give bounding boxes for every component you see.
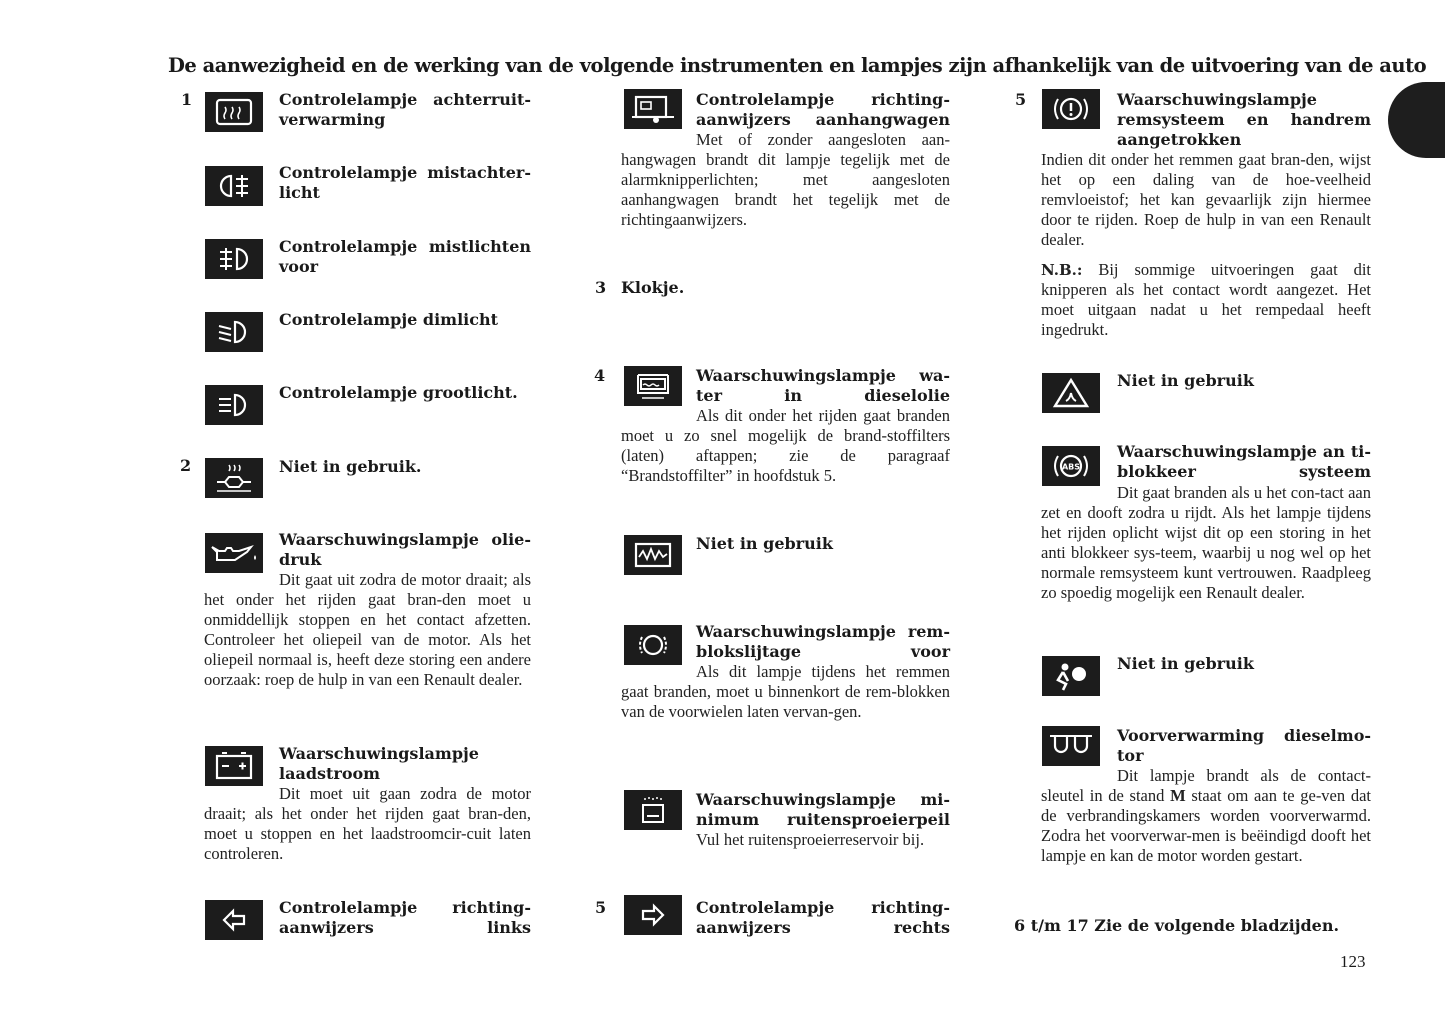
svg-text:ABS: ABS	[1061, 462, 1081, 472]
battery-icon	[205, 746, 263, 786]
brake-pad-wear-description: Als dit lampje tijdens het remmen gaat branden, moet u binnenkort de rem-blokken van de voorwielen laten vervan-gen.	[621, 662, 950, 721]
chapter-tab	[1388, 82, 1445, 158]
main-beam-icon	[205, 385, 263, 425]
clock-title: Klokje.	[621, 278, 685, 297]
front-fog-light-title: Controlelampje mistlichten voor	[279, 237, 531, 276]
left-indicator-title: Controlelampje richting-aanwijzers links	[279, 898, 531, 937]
dipped-beam-icon	[205, 312, 263, 352]
brake-warning-icon	[1042, 89, 1100, 129]
main-beam-title: Controlelampje grootlicht.	[279, 383, 518, 402]
exhaust-heat-icon	[205, 458, 263, 498]
item-number-3: 3	[595, 278, 607, 297]
brake-warning-description: Indien dit onder het remmen gaat bran-den, wijst het op een daling van de hoe-veelheid remvloeistof; het kan gevaarlijk zijn hiermee door te rijden. Roep de hulp in van een Renault dealer.	[1041, 150, 1371, 249]
item-number-4: 4	[594, 366, 606, 385]
exhaust-heat-title: Niet in gebruik.	[279, 457, 422, 476]
rear-fog-light-icon	[205, 166, 263, 206]
page-number: 123	[1340, 952, 1366, 971]
warning-triangle-icon	[1042, 373, 1100, 413]
airbag-title: Niet in gebruik	[1117, 654, 1254, 673]
abs-title: Waarschuwingslampje an ti-blokkeer systeem	[1117, 442, 1371, 481]
glow-plug-title: Voorverwarming dieselmo-tor	[1117, 726, 1371, 765]
oil-pressure-icon	[205, 533, 263, 573]
note-text: Bij sommige uitvoeringen gaat dit knipperen als het contact wordt aangezet. Het moet uitgaan nadat u het rempedaal heeft ingedrukt.	[1041, 260, 1371, 339]
waveform-title: Niet in gebruik	[696, 534, 833, 553]
trailer-indicator-description: Met of zonder aangesloten aan-hangwagen brandt dit lampje tegelijk met de alarmknipperlichten; met aangesloten aanhangwagen brandt het tegelijk met de richtingaanwijzers.	[621, 130, 950, 229]
battery-description: Dit moet uit gaan zodra de motor draait; als het onder het rijden gaat bran-den, moet u stoppen en het laadstroomcir-cuit laten controleren.	[204, 784, 531, 863]
trailer-icon	[624, 89, 682, 129]
airbag-icon	[1042, 656, 1100, 696]
glow-plug-text-2: staat om aan te ge-ven dat de verbrandingskamers worden voorverwarmd. Zodra het voorverwar-men is beëindigd dooft het lampje en kan de motor worden gestart.	[1041, 786, 1371, 865]
abs-description: Dit gaat branden als u het con-tact aan zet en dooft zodra u rijdt. Als het lampje tijdens het rijden oplicht wijst dit op een storing in het anti blokkeer sys-teem, waarbij u nog wel op het normale remsysteem kunt vertrouwen. Raadpleeg zo spoedig mogelijk een Renault dealer.	[1041, 483, 1371, 602]
rear-window-heater-icon	[205, 92, 263, 132]
oil-pressure-description: Dit gaat uit zodra de motor draait; als het onder het rijden gaat bran-den moet u onmiddellijk stoppen en het contact afzetten. Controleer het oliepeil van de motor. Als het oliepeil normaal is, heeft deze storing een andere oorzaak: roep de hulp in van een Renault dealer.	[204, 570, 531, 689]
item-number-2: 2	[180, 456, 192, 475]
washer-fluid-description: Vul het ruitensproeierreservoir bij.	[696, 830, 925, 849]
footer-note: 6 t/m 17 Zie de volgende bladzijden.	[1014, 916, 1340, 935]
glow-plug-text-1: Dit lampje brandt als de contact-sleutel in de stand	[1041, 766, 1371, 805]
water-in-diesel-title: Waarschuwingslampje wa-ter in dieselolie	[696, 366, 950, 405]
oil-pressure-title: Waarschuwingslampje olie-druk	[279, 530, 531, 569]
note-label: N.B.:	[1041, 261, 1083, 279]
water-in-diesel-icon	[624, 366, 682, 406]
glow-plug-description	[1041, 766, 1371, 866]
right-indicator-title: Controlelampje richting-aanwijzers rechts	[696, 898, 950, 937]
front-fog-light-icon	[205, 239, 263, 279]
trailer-indicator-title: Controlelampje richting-aanwijzers aanhangwagen	[696, 90, 950, 129]
brake-warning-note	[1041, 260, 1371, 340]
washer-fluid-title: Waarschuwingslampje mi-nimum ruitensproeierpeil	[696, 790, 950, 829]
key-position-m: M	[1170, 786, 1186, 805]
dipped-beam-title: Controlelampje dimlicht	[279, 310, 499, 329]
left-arrow-icon	[205, 900, 263, 940]
brake-pad-wear-title: Waarschuwingslampje rem-blokslijtage voor	[696, 622, 950, 661]
warning-triangle-title: Niet in gebruik	[1117, 371, 1254, 390]
washer-fluid-icon	[624, 790, 682, 830]
abs-icon	[1042, 446, 1100, 486]
page-heading: De aanwezigheid en de werking van de volgende instrumenten en lampjes zijn afhankelijk van de uitvoering van de auto	[168, 54, 1427, 77]
water-in-diesel-description: Als dit onder het rijden gaat branden moet u zo snel mogelijk de brand-stoffilters (laten) aftappen; zie de paragraaf “Brandstoffilter” in hoofdstuk 5.	[621, 406, 950, 485]
item-number-1: 1	[181, 90, 193, 109]
glow-plug-icon	[1042, 726, 1100, 766]
battery-title: Waarschuwingslampje laadstroom	[279, 744, 479, 783]
rear-window-heater-title: Controlelampje achterruit-verwarming	[279, 90, 531, 129]
item-number-5-col2: 5	[595, 898, 607, 917]
brake-warning-title: Waarschuwingslampje remsysteem en handrem aangetrokken	[1117, 90, 1371, 149]
right-arrow-icon	[624, 895, 682, 935]
waveform-icon	[624, 535, 682, 575]
item-number-5-col3: 5	[1015, 90, 1027, 109]
brake-pad-wear-icon	[624, 625, 682, 665]
rear-fog-light-title: Controlelampje mistachter-licht	[279, 163, 531, 202]
